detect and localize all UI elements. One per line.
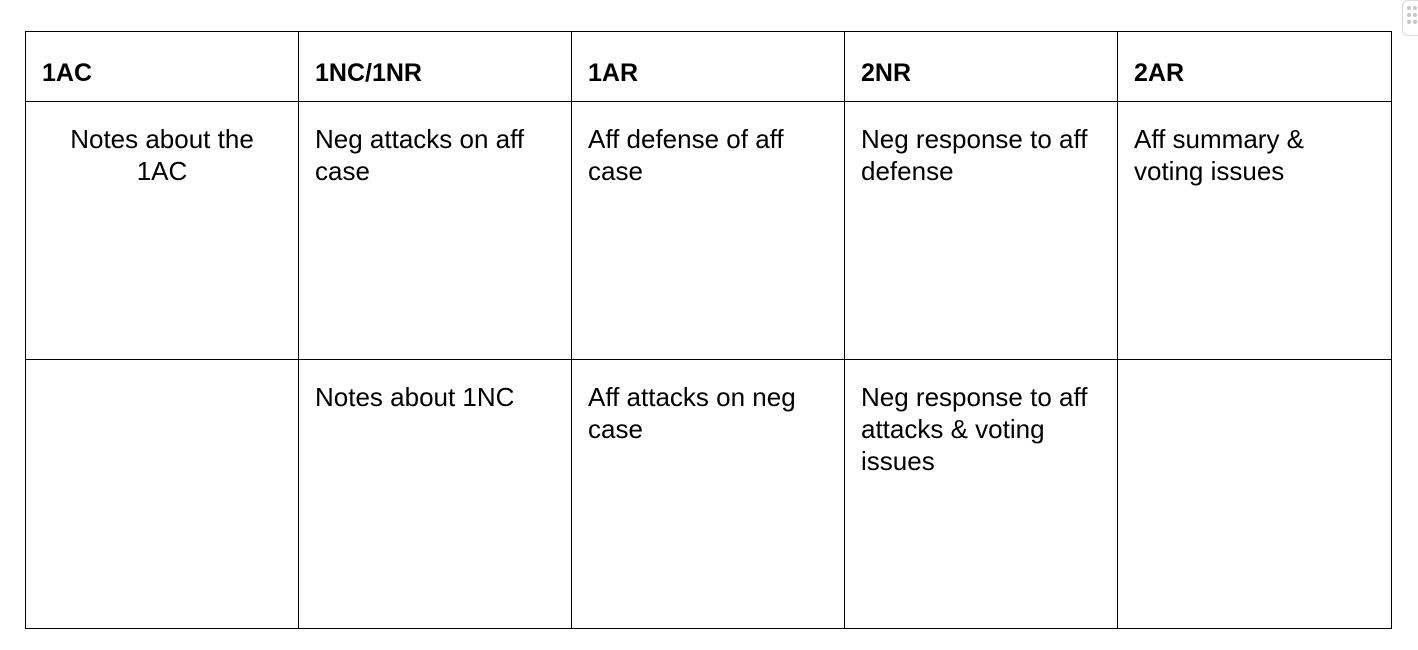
header-cell-2ar[interactable]: 2AR [1118, 32, 1392, 102]
cell-empty-1ac[interactable] [26, 360, 299, 629]
header-row [26, 32, 1392, 102]
cell-aff-defense[interactable]: Aff defense of aff case [572, 102, 845, 360]
header-cell-1ar[interactable]: 1AR [572, 32, 845, 102]
cell-neg-response-defense[interactable]: Neg response to aff defense [845, 102, 1118, 360]
table-row [26, 360, 1392, 629]
cell-aff-summary[interactable]: Aff summary & voting issues [1118, 102, 1392, 360]
header-cell-2nr[interactable]: 2NR [845, 32, 1118, 102]
cell-aff-attacks[interactable]: Aff attacks on neg case [572, 360, 845, 629]
cell-1ac-notes[interactable]: Notes about the 1AC [26, 102, 299, 360]
drag-dot [1407, 13, 1411, 17]
drag-dot [1407, 6, 1411, 10]
cell-empty-2ar[interactable] [1118, 360, 1392, 629]
drag-dot [1413, 6, 1417, 10]
drag-dot [1413, 13, 1417, 17]
header-cell-1nc-1nr[interactable]: 1NC/1NR [299, 32, 572, 102]
cell-neg-attacks[interactable]: Neg attacks on aff case [299, 102, 572, 360]
drag-dot [1413, 20, 1417, 24]
debate-flow-table [25, 31, 1392, 629]
cell-neg-response-attacks[interactable]: Neg response to aff attacks & voting issues [845, 360, 1118, 629]
drag-handle-icon[interactable] [1402, 0, 1418, 36]
drag-dot [1407, 20, 1411, 24]
header-cell-1ac[interactable]: 1AC [26, 32, 299, 102]
table-row [26, 102, 1392, 360]
cell-1nc-notes[interactable]: Notes about 1NC [299, 360, 572, 629]
